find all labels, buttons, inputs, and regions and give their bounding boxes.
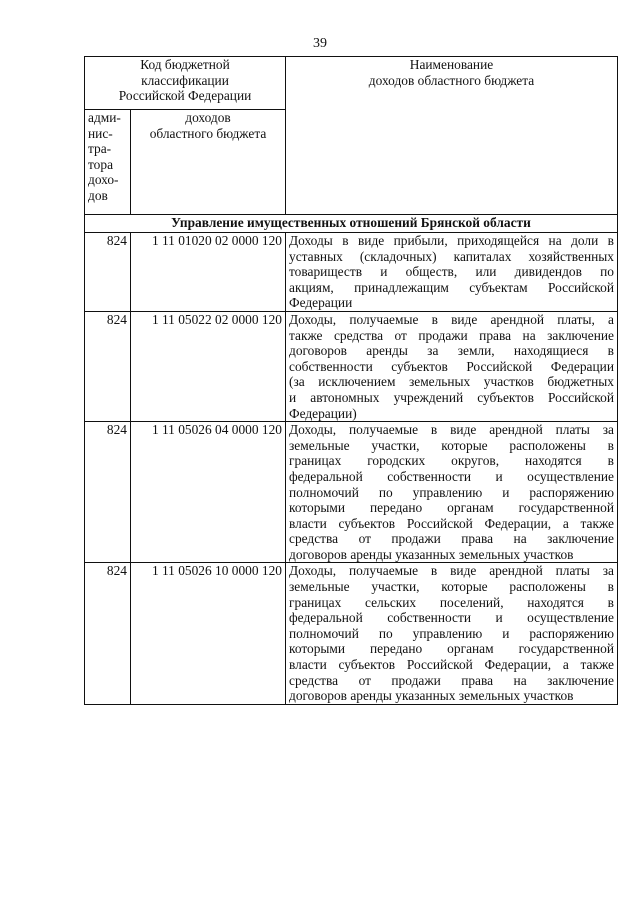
header-code-group xyxy=(85,57,286,110)
header-admin-line: нис- xyxy=(88,125,113,141)
description-line: Федерации) xyxy=(289,405,357,421)
description-line: Доходы в виде прибыли, приходящейся на доли в xyxy=(289,233,614,248)
header-admin-line: адми- xyxy=(88,110,121,125)
description-line: средства от продажи права на заключение xyxy=(289,531,614,547)
header-code-group-line: Российской Федерации xyxy=(118,88,252,104)
description-line: (за исключением земельных участков бюджетных xyxy=(289,374,614,390)
revenue-code: 1 11 05026 04 0000 120 xyxy=(131,422,286,563)
description-line: полномочий по управлению и распоряжению xyxy=(289,484,614,500)
description-line: власти субъектов Российской Федерации, а также xyxy=(289,515,614,531)
admin-code: 824 xyxy=(85,233,131,312)
revenue-description xyxy=(286,233,618,312)
header-row-top xyxy=(85,57,618,110)
description-line: земельные участки, которые расположены в xyxy=(289,579,614,595)
description-line: Доходы, получаемые в виде арендной платы за xyxy=(289,422,614,438)
header-name-line: доходов областного бюджета xyxy=(368,72,535,88)
description-line: Федерации xyxy=(289,295,353,311)
section-title: Управление имущественных отношений Брянской области xyxy=(85,215,618,233)
header-revenue-code-line: областного бюджета xyxy=(149,125,267,141)
revenue-code: 1 11 01020 02 0000 120 xyxy=(131,233,286,312)
header-admin-line: дохо- xyxy=(88,172,119,188)
admin-code: 824 xyxy=(85,422,131,563)
header-administrator xyxy=(85,110,131,215)
description-line: также средства от продажи права на заключение xyxy=(289,327,614,343)
header-revenue-name xyxy=(286,57,618,215)
header-admin-line: тра- xyxy=(88,141,112,157)
revenue-description xyxy=(286,422,618,563)
page-number: 39 xyxy=(313,36,327,51)
table-row xyxy=(85,233,618,312)
header-admin-line: дов xyxy=(88,187,108,203)
description-line: и автономных учреждений субъектов Российской xyxy=(289,389,614,405)
description-line: федеральной собственности и осуществление xyxy=(289,468,614,484)
description-line: товариществ и обществ, или дивидендов по xyxy=(289,264,614,280)
description-line: границах сельских поселений, находятся в xyxy=(289,594,614,610)
section-row xyxy=(85,215,618,233)
budget-classification-table xyxy=(84,56,618,705)
table-row xyxy=(85,422,618,563)
revenue-code: 1 11 05022 02 0000 120 xyxy=(131,311,286,421)
header-code-group-line: Код бюджетной xyxy=(140,57,230,72)
table-row xyxy=(85,563,618,704)
revenue-description xyxy=(286,563,618,704)
admin-code: 824 xyxy=(85,311,131,421)
header-name-line: Наименование xyxy=(409,57,494,72)
description-line: договоров аренды указанных земельных участков xyxy=(289,688,574,704)
description-line: власти субъектов Российской Федерации, а также xyxy=(289,657,614,673)
revenue-code: 1 11 05026 10 0000 120 xyxy=(131,563,286,704)
description-line: уставных (складочных) капиталах хозяйственных xyxy=(289,248,614,264)
revenue-description xyxy=(286,311,618,421)
header-revenue-code xyxy=(131,110,286,215)
description-line: полномочий по управлению и распоряжению xyxy=(289,625,614,641)
admin-code: 824 xyxy=(85,563,131,704)
description-line: Доходы, получаемые в виде арендной платы за xyxy=(289,563,614,579)
description-line: которыми передано органам государственной xyxy=(289,641,614,657)
description-line: собственности субъектов Российской Федерации xyxy=(289,358,614,374)
header-admin-line: тора xyxy=(88,156,114,172)
header-code-group-line: классификации xyxy=(141,72,229,88)
description-line: договоров аренды за земли, находящиеся в xyxy=(289,343,614,359)
description-line: средства от продажи права на заключение xyxy=(289,672,614,688)
description-line: Доходы, получаемые в виде арендной платы, а xyxy=(289,311,614,327)
description-line: земельные участки, которые расположены в xyxy=(289,437,614,453)
header-revenue-code-line: доходов xyxy=(185,110,231,125)
description-line: границах городских округов, находятся в xyxy=(289,453,614,469)
description-line: федеральной собственности и осуществление xyxy=(289,610,614,626)
description-line: договоров аренды указанных земельных участков xyxy=(289,546,574,562)
description-line: которыми передано органам государственной xyxy=(289,500,614,516)
table-row xyxy=(85,311,618,421)
description-line: акциям, принадлежащим субъектам Российской xyxy=(289,279,614,295)
